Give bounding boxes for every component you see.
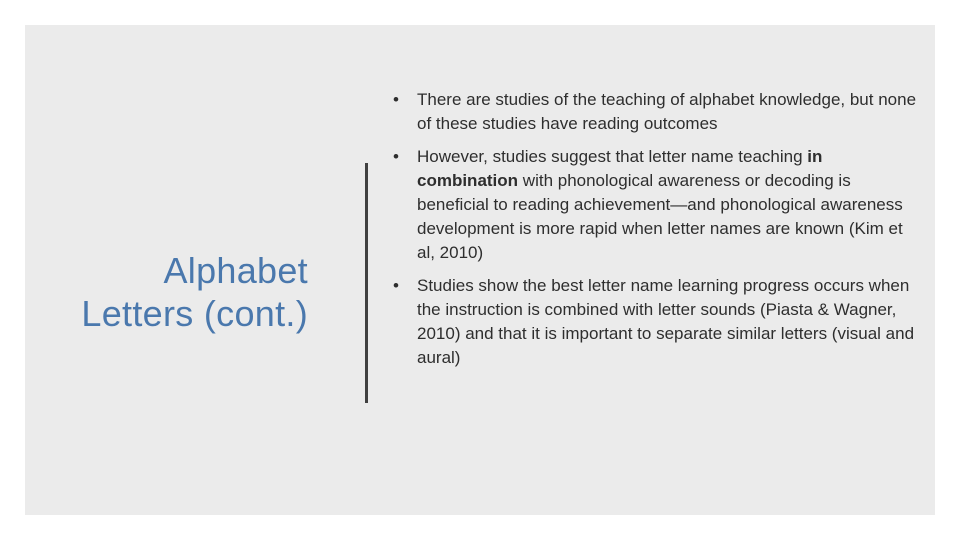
bullet-item-1 [390, 88, 920, 136]
bullet-item-3 [390, 274, 920, 370]
bullet-item-2 [390, 145, 920, 265]
slide-title-line-2: Letters (cont.) [81, 293, 308, 334]
bullet-list [390, 88, 920, 379]
bullet-text-start: However, studies suggest that letter name teaching [417, 147, 808, 166]
slide-title-line-1: Alphabet [163, 250, 308, 291]
slide [25, 25, 935, 515]
bullet-icon: • [393, 90, 399, 109]
bullet-text: Studies show the best letter name learning progress occurs when the instruction is combined with letter sounds (Piasta & Wagner, 2010) and that it is important to separate similar letters (visual and aural) [417, 276, 915, 367]
bullet-text-bold: in combination [417, 147, 823, 190]
bullet-text-end: with phonological awareness or decoding is beneficial to reading achievement—and phonological awareness development is more rapid when letter names are known (Kim et al, 2010) [417, 171, 903, 262]
bullet-icon: • [393, 147, 399, 166]
slide-title [81, 249, 308, 335]
vertical-divider [365, 163, 368, 403]
bullet-icon: • [393, 276, 399, 295]
bullet-text: There are studies of the teaching of alphabet knowledge, but none of these studies have reading outcomes [417, 90, 917, 133]
